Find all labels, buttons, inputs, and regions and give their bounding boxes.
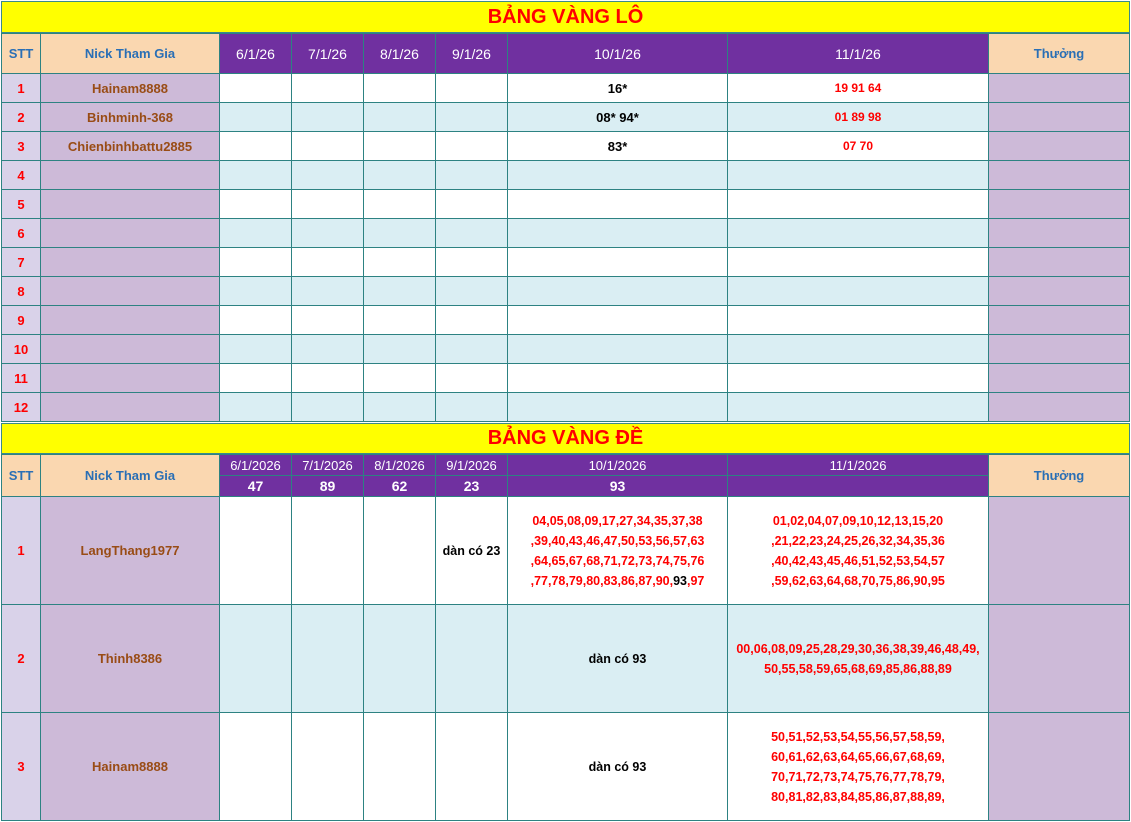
lo-cell-reward <box>989 132 1130 161</box>
de-cell-empty <box>220 605 292 713</box>
de-header-date: 9/1/2026 <box>436 455 508 476</box>
lo-cell <box>364 103 436 132</box>
number-line: ,59,62,63,64,68,70,75,86,90,95 <box>771 573 945 588</box>
de-header-stt: STT <box>2 455 41 497</box>
de-cell-empty <box>364 605 436 713</box>
lo-cell-reward <box>989 393 1130 422</box>
number-line <box>508 571 727 591</box>
de-cell-empty <box>436 713 508 821</box>
de-result-value: 89 <box>292 476 364 497</box>
lo-cell <box>220 364 292 393</box>
lo-cell <box>364 74 436 103</box>
de-result-value: 93 <box>508 476 728 497</box>
lo-cell-value <box>508 277 728 306</box>
lo-cell <box>364 335 436 364</box>
lo-row-stt: 6 <box>2 219 41 248</box>
lo-cell-value <box>508 306 728 335</box>
lo-cell <box>292 132 364 161</box>
lo-header-nick: Nick Tham Gia <box>41 34 220 74</box>
de-result-value: 23 <box>436 476 508 497</box>
lo-cell <box>220 74 292 103</box>
lo-row-stt: 11 <box>2 364 41 393</box>
lo-cell-value: 19 91 64 <box>728 74 989 103</box>
number-segment: ,77,78,79,80,83,86,87,90, <box>530 573 674 588</box>
number-line: ,39,40,43,46,47,50,53,56,57,63 <box>530 533 705 548</box>
lo-cell <box>436 277 508 306</box>
lo-cell-reward <box>989 103 1130 132</box>
de-row-stt: 3 <box>2 713 41 821</box>
lo-table-row <box>2 219 1130 248</box>
lo-cell-value: 07 70 <box>728 132 989 161</box>
number-line: 00,06,08,09,25,28,29,30,36,38,39,46,48,49, <box>736 641 980 656</box>
lo-table-row <box>2 103 1130 132</box>
lo-cell-reward <box>989 74 1130 103</box>
de-header-date: 10/1/2026 <box>508 455 728 476</box>
de-cell-empty <box>292 497 364 605</box>
lo-cell-value <box>728 306 989 335</box>
lo-cell-value: 08* 94* <box>508 103 728 132</box>
lo-table-row <box>2 132 1130 161</box>
number-line: 70,71,72,73,74,75,76,77,78,79, <box>771 769 945 784</box>
de-result-value: 47 <box>220 476 292 497</box>
lo-cell <box>292 393 364 422</box>
de-cell-number-list <box>728 497 989 605</box>
lo-cell-reward <box>989 364 1130 393</box>
number-line: ,40,42,43,45,46,51,52,53,54,57 <box>771 553 945 568</box>
lo-cell <box>220 103 292 132</box>
de-result-value: 62 <box>364 476 436 497</box>
lo-row-stt: 10 <box>2 335 41 364</box>
number-line: ,21,22,23,24,25,26,32,34,35,36 <box>771 533 945 548</box>
lo-row-nick <box>41 335 220 364</box>
lo-cell <box>364 306 436 335</box>
de-cell-empty <box>436 605 508 713</box>
lo-row-nick: Chienbinhbattu2885 <box>41 132 220 161</box>
de-table-row <box>2 713 1130 821</box>
de-cell-text: dàn có 93 <box>508 605 728 713</box>
lo-cell <box>292 248 364 277</box>
lo-cell <box>436 132 508 161</box>
lo-table-row <box>2 306 1130 335</box>
lo-cell <box>436 190 508 219</box>
de-cell-empty <box>364 713 436 821</box>
lo-cell-value <box>728 277 989 306</box>
lo-cell-value <box>728 219 989 248</box>
lo-cell <box>292 103 364 132</box>
lo-row-nick <box>41 277 220 306</box>
de-cell-reward <box>989 497 1130 605</box>
lo-cell <box>364 248 436 277</box>
lo-cell-value <box>508 335 728 364</box>
hit-number: 93 <box>673 573 687 588</box>
lo-row-nick <box>41 393 220 422</box>
lo-table-row <box>2 335 1130 364</box>
lo-cell <box>292 219 364 248</box>
de-header-nick: Nick Tham Gia <box>41 455 220 497</box>
lo-cell <box>220 219 292 248</box>
lo-row-stt: 7 <box>2 248 41 277</box>
lo-table-row <box>2 364 1130 393</box>
de-title-banner <box>1 423 1130 454</box>
de-cell-empty <box>364 497 436 605</box>
lo-row-nick <box>41 190 220 219</box>
lo-cell <box>436 248 508 277</box>
lo-cell <box>436 219 508 248</box>
lo-cell-value <box>508 248 728 277</box>
lo-row-nick <box>41 306 220 335</box>
lo-cell-reward <box>989 335 1130 364</box>
de-header-date: 8/1/2026 <box>364 455 436 476</box>
de-table-row <box>2 497 1130 605</box>
de-row-nick: Hainam8888 <box>41 713 220 821</box>
lo-row-nick <box>41 161 220 190</box>
lo-cell-reward <box>989 190 1130 219</box>
lo-row-stt: 3 <box>2 132 41 161</box>
de-cell-empty <box>220 713 292 821</box>
lo-cell <box>220 306 292 335</box>
lo-cell <box>292 74 364 103</box>
lo-cell <box>220 190 292 219</box>
lo-cell <box>292 306 364 335</box>
lo-header-date: 11/1/26 <box>728 34 989 74</box>
lo-cell-value: 83* <box>508 132 728 161</box>
de-table <box>1 454 1130 821</box>
lo-cell <box>220 248 292 277</box>
number-segment: ,97 <box>687 573 705 588</box>
number-line: 60,61,62,63,64,65,66,67,68,69, <box>771 749 945 764</box>
lo-cell-value <box>728 248 989 277</box>
lo-cell <box>364 393 436 422</box>
lo-cell <box>220 132 292 161</box>
lo-header-date: 6/1/26 <box>220 34 292 74</box>
lo-cell <box>220 161 292 190</box>
lo-row-nick <box>41 248 220 277</box>
number-line: 50,55,58,59,65,68,69,85,86,88,89 <box>764 661 952 676</box>
lo-row-stt: 5 <box>2 190 41 219</box>
lo-row-stt: 2 <box>2 103 41 132</box>
lo-table-row <box>2 161 1130 190</box>
lo-cell-value <box>508 393 728 422</box>
lo-cell-reward <box>989 277 1130 306</box>
lo-cell <box>364 277 436 306</box>
de-table-row <box>2 605 1130 713</box>
lo-cell <box>364 161 436 190</box>
de-cell-reward <box>989 713 1130 821</box>
lo-cell <box>364 132 436 161</box>
lo-title-banner <box>1 1 1130 33</box>
de-cell-empty <box>292 713 364 821</box>
lo-table <box>1 33 1130 422</box>
lo-cell-reward <box>989 161 1130 190</box>
lo-cell <box>364 190 436 219</box>
de-title: BẢNG VÀNG ĐỀ <box>487 427 644 449</box>
lo-table-row <box>2 248 1130 277</box>
lo-cell-reward <box>989 306 1130 335</box>
lo-table-row <box>2 277 1130 306</box>
number-line: 01,02,04,07,09,10,12,13,15,20 <box>772 513 944 528</box>
lo-cell <box>292 190 364 219</box>
lo-cell <box>436 364 508 393</box>
lo-row-nick <box>41 219 220 248</box>
de-row-nick: LangThang1977 <box>41 497 220 605</box>
de-header-date-row <box>2 455 1130 476</box>
lo-cell-value <box>508 161 728 190</box>
de-header-reward: Thưởng <box>989 455 1130 497</box>
lo-cell-reward <box>989 219 1130 248</box>
de-header-date: 11/1/2026 <box>728 455 989 476</box>
lo-cell-value <box>508 364 728 393</box>
de-row-nick: Thinh8386 <box>41 605 220 713</box>
lo-cell-value <box>728 393 989 422</box>
de-cell-empty <box>292 605 364 713</box>
number-line: 80,81,82,83,84,85,86,87,88,89, <box>771 789 945 804</box>
lo-row-nick: Hainam8888 <box>41 74 220 103</box>
lo-cell <box>292 161 364 190</box>
de-header-date: 7/1/2026 <box>292 455 364 476</box>
lo-header-date: 8/1/26 <box>364 34 436 74</box>
de-cell-number-list <box>728 713 989 821</box>
lo-table-row <box>2 190 1130 219</box>
lo-row-stt: 9 <box>2 306 41 335</box>
lo-cell-value <box>728 335 989 364</box>
lo-header-date: 10/1/26 <box>508 34 728 74</box>
de-result-value <box>728 476 989 497</box>
lo-row-nick <box>41 364 220 393</box>
lo-row-nick: Binhminh-368 <box>41 103 220 132</box>
number-line: 04,05,08,09,17,27,34,35,37,38 <box>532 513 703 528</box>
lo-cell-value <box>728 364 989 393</box>
de-cell-number-list <box>728 605 989 713</box>
lo-header-row <box>2 34 1130 74</box>
de-cell-text: dàn có 93 <box>508 713 728 821</box>
lo-cell <box>436 103 508 132</box>
lo-cell <box>220 335 292 364</box>
lo-table-row <box>2 74 1130 103</box>
lo-cell <box>436 335 508 364</box>
de-cell-reward <box>989 605 1130 713</box>
lo-cell <box>292 364 364 393</box>
lo-cell <box>292 335 364 364</box>
lo-cell <box>436 161 508 190</box>
lo-cell-value: 01 89 98 <box>728 103 989 132</box>
lo-row-stt: 1 <box>2 74 41 103</box>
lo-cell <box>436 393 508 422</box>
de-row-stt: 2 <box>2 605 41 713</box>
de-header-date: 6/1/2026 <box>220 455 292 476</box>
lo-cell-value <box>508 219 728 248</box>
lo-cell <box>436 306 508 335</box>
lo-cell <box>220 393 292 422</box>
lo-header-date: 7/1/26 <box>292 34 364 74</box>
de-cell-number-list <box>508 497 728 605</box>
number-line: 50,51,52,53,54,55,56,57,58,59, <box>771 729 945 744</box>
lo-header-stt: STT <box>2 34 41 74</box>
lo-cell <box>364 364 436 393</box>
lo-cell <box>364 219 436 248</box>
lo-cell <box>436 74 508 103</box>
lo-cell <box>220 277 292 306</box>
lo-cell-value <box>728 161 989 190</box>
number-line: ,64,65,67,68,71,72,73,74,75,76 <box>530 553 705 568</box>
lo-title: BẢNG VÀNG LÔ <box>487 5 644 28</box>
de-row-stt: 1 <box>2 497 41 605</box>
lo-header-date: 9/1/26 <box>436 34 508 74</box>
lo-cell <box>292 277 364 306</box>
lo-row-stt: 12 <box>2 393 41 422</box>
lo-header-reward: Thưởng <box>989 34 1130 74</box>
lo-cell-value <box>508 190 728 219</box>
lo-row-stt: 4 <box>2 161 41 190</box>
lo-row-stt: 8 <box>2 277 41 306</box>
lo-cell-value <box>728 190 989 219</box>
lo-cell-value: 16* <box>508 74 728 103</box>
lo-cell-reward <box>989 248 1130 277</box>
de-cell-empty <box>220 497 292 605</box>
de-cell-text: dàn có 23 <box>436 497 508 605</box>
lo-table-row <box>2 393 1130 422</box>
